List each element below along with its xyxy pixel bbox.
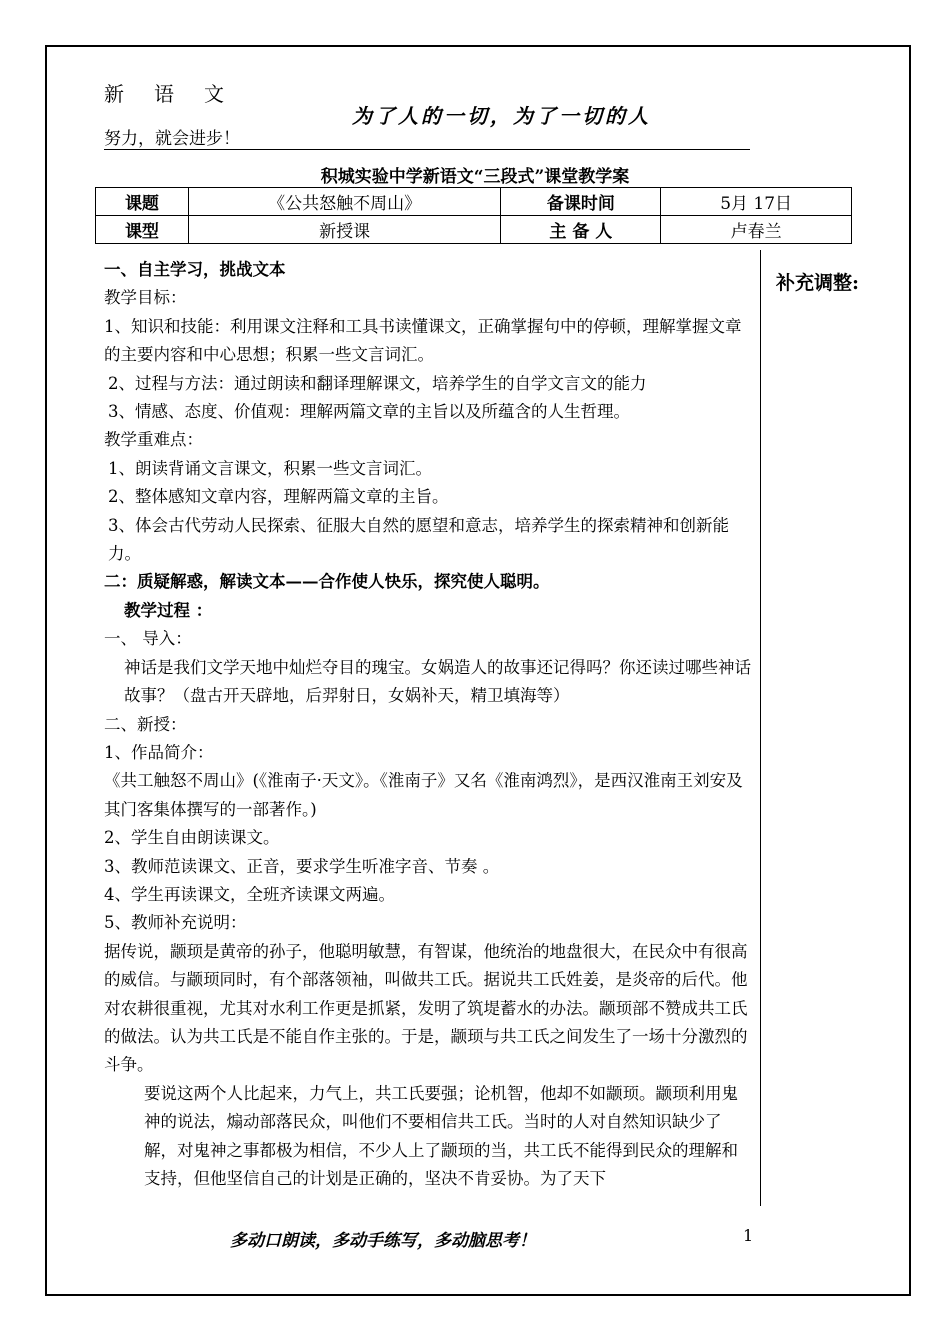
topic-label: 课题 (96, 188, 189, 216)
table-row (96, 188, 852, 216)
lesson-plan-body (104, 256, 752, 1193)
lesson-info-table (95, 187, 852, 244)
lesson-type-label: 课型 (96, 216, 189, 244)
keypoint-item: 1、朗读背诵文言课文，积累一些文言词汇。 (108, 458, 432, 478)
section-heading-1: 一、自主学习，挑战文本 (104, 260, 286, 279)
process-label: 教学过程 ： (124, 600, 213, 620)
lesson-type-value: 新授课 (188, 216, 501, 244)
step-item: 5、教师补充说明： (104, 913, 247, 933)
preparer-label: 主 备 人 (501, 216, 661, 244)
step-item: 3、教师范读课文、正音，要求学生听准字音、节奏 。 (104, 856, 500, 876)
legend-paragraph: 据传说，颛顼是黄帝的孙子，他聪明敏慧，有智谋，他统治的地盘很大，在民众中有很高的威信。与颛顼同时，有个部落领袖，叫做共工氏。据说共工氏姓姜，是炎帝的后代。他对农耕很重视，尤其对水利工作更是抓紧，发明了筑堤蓄水的办法。颛顼部不赞成共工氏的做法。认为共工氏是不能自作主张的。于是，颛顼与共工氏之间发生了一场十分激烈的斗争。 (104, 941, 748, 1075)
page-number: 1 (743, 1226, 754, 1245)
goal-item: 2、过程与方法：通过朗读和翻译理解课文，培养学生的自学文言文的能力 (108, 373, 647, 393)
keypoints-label: 教学重难点： (104, 430, 203, 450)
footer-motto: 多动口朗读，多动手练写，多动脑思考！ (230, 1231, 536, 1251)
step-item: 4、学生再读课文，全班齐读课文两遍。 (104, 884, 395, 904)
supplement-label: 补充调整: (776, 272, 860, 294)
work-intro-paragraph: 《共工触怒不周山》(《淮南子·天文》。《淮南子》又名《淮南鸿烈》，是西汉淮南王刘安及其门客集体撰写的一部著作。) (104, 771, 743, 819)
keypoint-item: 3、体会古代劳动人民探索、征服大自然的愿望和意志，培养学生的探索精神和创新能力。 (108, 515, 729, 564)
goal-item: 1、知识和技能：利用课文注释和工具书读懂课文，正确掌握句中的停顿，理解掌握文章的主要内容和中心思想；积累一些文言词汇。 (104, 316, 742, 365)
legend-paragraph: 要说这两个人比起来，力气上，共工氏要强；论机智，他却不如颛顼。颛顼利用鬼神的说法，煽动部落民众，叫他们不要相信共工氏。当时的人对自然知识缺少了解，对鬼神之事都极为相信，不少人上了颛顼的当，共工氏不能得到民众的理解和支持，但他坚信自己的计划是正确的，坚决不肯妥协。为了天下 (144, 1083, 738, 1188)
new-lesson-label: 二、新授： (104, 714, 187, 734)
brand-name: 新语文 (104, 82, 254, 106)
step-item: 1、作品简介： (104, 742, 214, 762)
column-divider (760, 250, 761, 1206)
keypoint-item: 2、整体感知文章内容，理解两篇文章的主旨。 (108, 487, 449, 507)
prep-time-value: 5月 17日 (661, 188, 852, 216)
prep-time-label: 备课时间 (501, 188, 661, 216)
section-heading-2: 二：质疑解惑，解读文本——合作使人快乐，探究使人聪明。 (104, 572, 550, 592)
table-row (96, 216, 852, 244)
intro-paragraph: 神话是我们文学天地中灿烂夺目的瑰宝。女娲造人的故事还记得吗？你还读过哪些神话故事？（盘古开天辟地，后羿射日，女娲补天，精卫填海等） (124, 657, 751, 706)
document-title: 积城实验中学新语文“三段式”课堂教学案 (320, 167, 630, 187)
topic-value: 《公共怒触不周山》 (188, 188, 501, 216)
header-motto: 为了人的一切，为了一切的人 (352, 104, 651, 128)
step-item: 2、学生自由朗读课文。 (104, 828, 280, 848)
effort-slogan: 努力，就会进步！ (104, 129, 240, 149)
goals-label: 教学目标： (104, 288, 187, 308)
preparer-value: 卢春兰 (661, 216, 852, 244)
goal-item: 3、情感、态度、价值观：理解两篇文章的主旨以及所蕴含的人生哲理。 (108, 402, 630, 422)
intro-label: 一、 导入： (104, 629, 192, 649)
header-divider (104, 149, 750, 150)
